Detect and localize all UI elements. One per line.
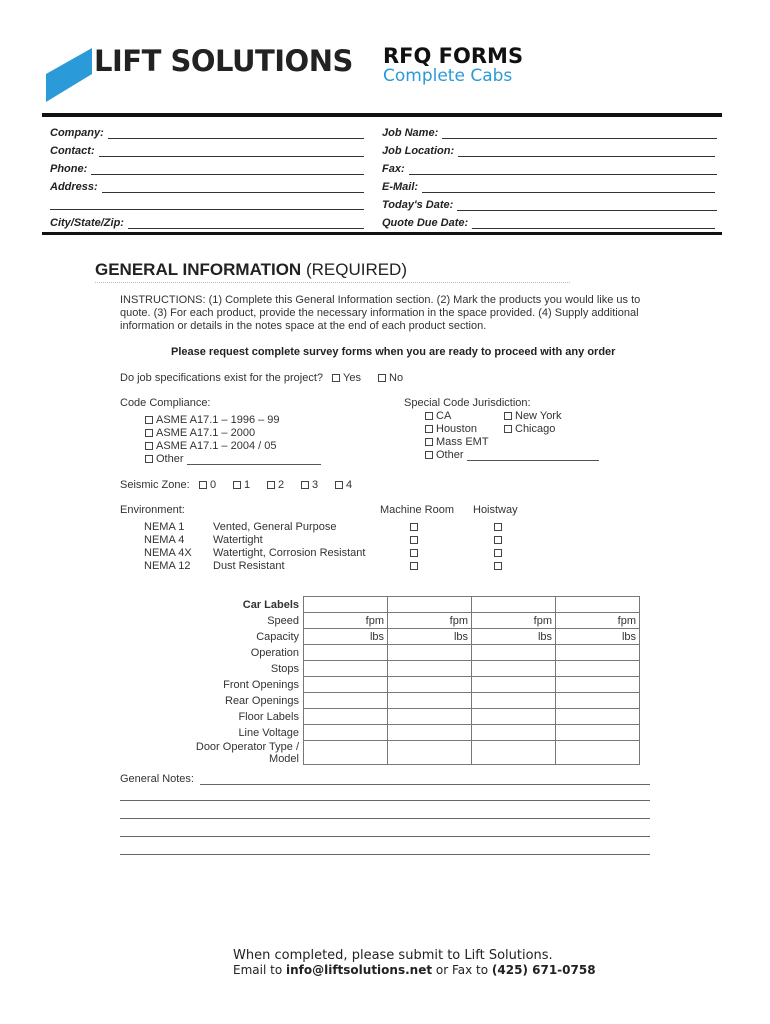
no-checkbox[interactable] (378, 374, 386, 382)
table-cell[interactable]: fpm (556, 613, 640, 629)
table-cell[interactable] (472, 677, 556, 693)
table-row (163, 661, 640, 677)
todays-date-field[interactable]: Today's Date: (382, 199, 717, 211)
table-row (163, 693, 640, 709)
table-cell[interactable] (304, 597, 388, 613)
job-name-field[interactable]: Job Name: (382, 127, 717, 139)
table-cell[interactable] (472, 693, 556, 709)
checkbox[interactable] (425, 451, 433, 459)
table-cell[interactable] (388, 709, 472, 725)
address-field[interactable]: Address: (50, 181, 364, 193)
hoistway-label: Hoistway (473, 504, 518, 516)
machine-room-checkbox[interactable] (410, 562, 418, 570)
checkbox[interactable] (233, 481, 241, 489)
table-cell[interactable] (472, 661, 556, 677)
table-row (163, 725, 640, 741)
table-cell[interactable] (472, 645, 556, 661)
header-rule-top (42, 113, 722, 117)
environment-label: Environment: (120, 504, 185, 516)
checkbox[interactable] (145, 416, 153, 424)
table-row (163, 629, 640, 645)
hoistway-checkbox[interactable] (494, 523, 502, 531)
env-desc: Watertight (213, 534, 263, 546)
city-state-zip-field[interactable]: City/State/Zip: (50, 217, 364, 229)
env-desc: Dust Resistant (213, 560, 285, 572)
instructions: INSTRUCTIONS: (1) Complete this General Information section. (2) Mark the products you would like us to quote. (3) For each product, provide the necessary information in the space provided. (4) Supply additional information or details in the notes space at the end of each product section. (120, 294, 641, 332)
code-option-2000[interactable]: ASME A17.1 – 2000 (145, 427, 255, 439)
quote-due-date-field[interactable]: Quote Due Date: (382, 217, 715, 229)
table-cell[interactable] (556, 661, 640, 677)
notes-line[interactable] (120, 818, 650, 819)
table-cell[interactable] (556, 597, 640, 613)
env-code: NEMA 12 (144, 560, 191, 572)
table-cell[interactable] (556, 645, 640, 661)
table-cell[interactable] (556, 725, 640, 741)
form-title: RFQ FORMS (383, 44, 524, 68)
footer-contact: Email to info@liftsolutions.net or Fax to (425) 671-0758 (233, 963, 596, 977)
seismic-1[interactable]: 1 (233, 479, 250, 491)
notes-line[interactable] (120, 836, 650, 837)
seismic-0[interactable]: 0 (199, 479, 216, 491)
form-subtitle: Complete Cabs (383, 66, 513, 86)
row-label: Door Operator Type / Model (195, 740, 299, 765)
row-label: Stops (270, 662, 299, 675)
checkbox[interactable] (145, 455, 153, 463)
yes-checkbox[interactable] (332, 374, 340, 382)
hoistway-checkbox[interactable] (494, 536, 502, 544)
table-cell[interactable] (472, 725, 556, 741)
table-cell[interactable] (304, 693, 388, 709)
table-cell[interactable] (304, 661, 388, 677)
table-cell[interactable]: fpm (472, 613, 556, 629)
jurisdiction-label: Special Code Jurisdiction: (404, 397, 531, 409)
row-label: Operation (250, 646, 299, 659)
job-spec-question: Do job specifications exist for the project? (120, 372, 323, 384)
seismic-2[interactable]: 2 (267, 479, 284, 491)
checkbox[interactable] (425, 438, 433, 446)
car-info-table (163, 596, 640, 765)
table-cell[interactable] (388, 645, 472, 661)
general-info-title: GENERAL INFORMATION (REQUIRED) (95, 260, 407, 279)
table-cell[interactable] (556, 693, 640, 709)
env-desc: Vented, General Purpose (213, 521, 337, 533)
table-row (163, 645, 640, 661)
table-cell[interactable]: lbs (556, 629, 640, 645)
notes-line[interactable] (120, 800, 650, 801)
env-code: NEMA 1 (144, 521, 185, 533)
table-cell[interactable] (556, 741, 640, 765)
row-label: Capacity (256, 630, 299, 643)
jurisdiction-houston[interactable]: Houston (425, 423, 477, 435)
logo-text: LIFT SOLUTIONS (94, 44, 353, 78)
code-compliance-label: Code Compliance: (120, 397, 211, 409)
checkbox[interactable] (504, 412, 512, 420)
table-cell[interactable] (388, 597, 472, 613)
address-field-line2[interactable] (50, 199, 364, 210)
checkbox[interactable] (301, 481, 309, 489)
table-row (163, 677, 640, 693)
checkbox[interactable] (504, 425, 512, 433)
table-cell[interactable] (556, 709, 640, 725)
machine-room-checkbox[interactable] (410, 536, 418, 544)
table-cell[interactable] (388, 693, 472, 709)
table-row (163, 597, 640, 613)
table-cell[interactable] (388, 725, 472, 741)
header-rule-bottom (42, 232, 722, 235)
hoistway-checkbox[interactable] (494, 549, 502, 557)
seismic-3[interactable]: 3 (301, 479, 318, 491)
footer-instruction: When completed, please submit to Lift Solutions. (233, 948, 553, 963)
table-cell[interactable]: fpm (304, 613, 388, 629)
env-code: NEMA 4 (144, 534, 185, 546)
jurisdiction-chicago[interactable]: Chicago (504, 423, 555, 435)
job-spec-yes[interactable]: Yes (332, 372, 361, 384)
table-cell[interactable]: lbs (472, 629, 556, 645)
contact-field[interactable]: Contact: (50, 145, 364, 157)
row-label: Floor Labels (238, 710, 299, 723)
email-field[interactable]: E-Mail: (382, 181, 715, 193)
fax-field[interactable]: Fax: (382, 163, 717, 175)
table-cell[interactable] (304, 709, 388, 725)
table-cell[interactable] (388, 741, 472, 765)
lift-solutions-logo-icon (44, 44, 100, 104)
seismic-4[interactable]: 4 (335, 479, 352, 491)
env-desc: Watertight, Corrosion Resistant (213, 547, 366, 559)
checkbox[interactable] (267, 481, 275, 489)
table-row (163, 741, 640, 765)
row-label: Car Labels (242, 598, 299, 611)
footer-fax: (425) 671-0758 (491, 963, 596, 977)
row-label: Front Openings (223, 678, 299, 691)
row-label: Line Voltage (238, 726, 299, 739)
table-cell[interactable] (304, 645, 388, 661)
table-cell[interactable]: lbs (304, 629, 388, 645)
table-cell[interactable] (472, 709, 556, 725)
machine-room-checkbox[interactable] (410, 523, 418, 531)
table-cell[interactable] (388, 661, 472, 677)
title-underline (95, 282, 570, 283)
hoistway-checkbox[interactable] (494, 562, 502, 570)
checkbox[interactable] (425, 412, 433, 420)
seismic-label: Seismic Zone: (120, 479, 190, 491)
jurisdiction-mass-emt[interactable]: Mass EMT (425, 436, 489, 448)
table-cell[interactable]: fpm (388, 613, 472, 629)
row-label: Rear Openings (225, 694, 299, 707)
checkbox[interactable] (335, 481, 343, 489)
table-cell[interactable]: lbs (388, 629, 472, 645)
company-field[interactable]: Company: (50, 127, 364, 139)
notes-line[interactable] (120, 854, 650, 855)
table-cell[interactable] (304, 677, 388, 693)
table-cell[interactable] (304, 725, 388, 741)
job-location-field[interactable]: Job Location: (382, 145, 715, 157)
table-cell[interactable] (556, 677, 640, 693)
checkbox[interactable] (199, 481, 207, 489)
code-option-1996[interactable]: ASME A17.1 – 1996 – 99 (145, 414, 280, 426)
notes-line[interactable] (200, 784, 650, 785)
table-cell[interactable] (304, 741, 388, 765)
code-option-2004[interactable]: ASME A17.1 – 2004 / 05 (145, 440, 276, 452)
general-notes-label: General Notes: (120, 773, 194, 785)
table-row (163, 613, 640, 629)
jurisdiction-ca[interactable]: CA (425, 410, 451, 422)
machine-room-checkbox[interactable] (410, 549, 418, 557)
jurisdiction-other[interactable]: Other (425, 449, 599, 461)
table-cell[interactable] (388, 677, 472, 693)
table-cell[interactable] (472, 597, 556, 613)
checkbox[interactable] (145, 429, 153, 437)
table-cell[interactable] (472, 741, 556, 765)
row-label: Speed (267, 614, 299, 627)
jurisdiction-new-york[interactable]: New York (504, 410, 561, 422)
checkbox[interactable] (145, 442, 153, 450)
survey-note: Please request complete survey forms when you are ready to proceed with any order (171, 346, 616, 358)
env-code: NEMA 4X (144, 547, 192, 559)
phone-field[interactable]: Phone: (50, 163, 364, 175)
machine-room-label: Machine Room (380, 504, 454, 516)
footer-email[interactable]: info@liftsolutions.net (285, 963, 433, 977)
table-row (163, 709, 640, 725)
code-option-other[interactable]: Other (145, 453, 321, 465)
job-spec-no[interactable]: No (378, 372, 403, 384)
checkbox[interactable] (425, 425, 433, 433)
